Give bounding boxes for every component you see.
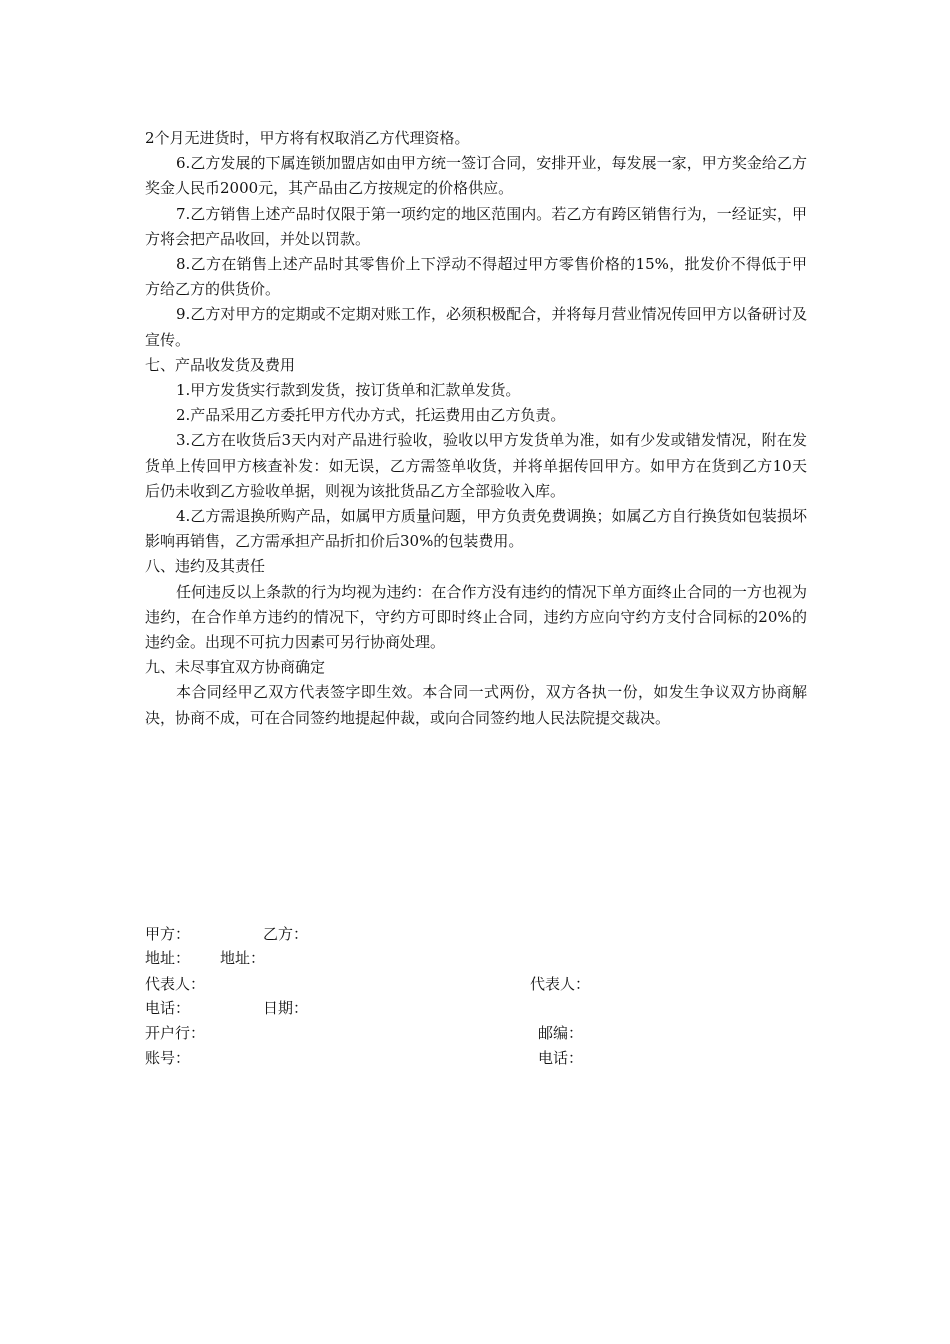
signature-row-address	[145, 946, 807, 970]
signature-row-account	[145, 1046, 807, 1070]
address-b-label: 地址：	[220, 949, 266, 967]
clause-9-text: 本合同经甲乙双方代表签字即生效。本合同一式两份，双方各执一份，如发生争议双方协商解决，协商不成，可在合同签约地提起仲裁，或向合同签约地人民法院提交裁决。	[145, 683, 807, 727]
party-b-label: 乙方：	[263, 925, 309, 943]
section-heading-7: 七、产品收发货及费用	[145, 355, 296, 374]
signature-row-parties	[145, 922, 807, 946]
clause-7-1: 1.甲方发货实行款到发货，按订货单和汇款单发货。	[176, 381, 521, 400]
section-heading-8: 八、违约及其责任	[145, 557, 266, 576]
address-a-label: 地址：	[145, 949, 191, 967]
account-label: 账号：	[145, 1049, 191, 1067]
representative-b-label: 代表人：	[530, 975, 591, 993]
clause-7-2: 2.产品采用乙方委托甲方代办方式，托运费用由乙方负责。	[176, 406, 566, 425]
representative-a-label: 代表人：	[145, 975, 206, 993]
paragraph: 2个月无进货时，甲方将有权取消乙方代理资格。	[145, 129, 470, 147]
clause-8: 8.乙方在销售上述产品时其零售价上下浮动不得超过甲方零售价格的15%，批发价不得低于甲方给乙方的供货价。	[145, 255, 807, 299]
clause-7-4: 4.乙方需退换所购产品，如属甲方质量问题，甲方负责免费调换；如属乙方自行换货如包装损坏影响再销售，乙方需承担产品折扣价后30%的包装费用。	[145, 507, 807, 551]
signature-row-representative	[145, 972, 807, 996]
clause-8-text: 任何违反以上条款的行为均视为违约：在合作方没有违约的情况下单方面终止合同的一方也视为违约，在合作单方违约的情况下，守约方可即时终止合同，违约方应向守约方支付合同标的20%的违约金。出现不可抗力因素可另行协商处理。	[145, 582, 807, 652]
section-heading-9: 九、未尽事宜双方协商确定	[145, 658, 326, 677]
signature-row-phone-date	[145, 996, 807, 1020]
clause-7-3: 3.乙方在收货后3天内对产品进行验收，验收以甲方发货单为准，如有少发或错发情况，附在发货单上传回甲方核查补发：如无误，乙方需签单收货，并将单据传回甲方。如甲方在货到乙方10天后仍未收到乙方验收单据，则视为该批货品乙方全部验收入库。	[145, 431, 807, 500]
clause-9: 9.乙方对甲方的定期或不定期对账工作，必须积极配合，并将每月营业情况传回甲方以备研讨及宣传。	[145, 305, 807, 349]
signature-row-bank	[145, 1021, 807, 1045]
phone-b-label: 电话：	[538, 1049, 584, 1067]
party-a-label: 甲方：	[145, 925, 191, 943]
postcode-label: 邮编：	[538, 1024, 584, 1042]
clause-6: 6.乙方发展的下属连锁加盟店如由甲方统一签订合同，安排开业，每发展一家，甲方奖金给乙方奖金人民币2000元，其产品由乙方按规定的价格供应。	[145, 154, 807, 198]
contract-body	[145, 126, 807, 731]
date-label: 日期：	[263, 999, 309, 1017]
bank-label: 开户行：	[145, 1024, 206, 1042]
clause-7: 7.乙方销售上述产品时仅限于第一项约定的地区范围内。若乙方有跨区销售行为，一经证实，甲方将会把产品收回，并处以罚款。	[145, 204, 807, 248]
phone-a-label: 电话：	[145, 999, 191, 1017]
